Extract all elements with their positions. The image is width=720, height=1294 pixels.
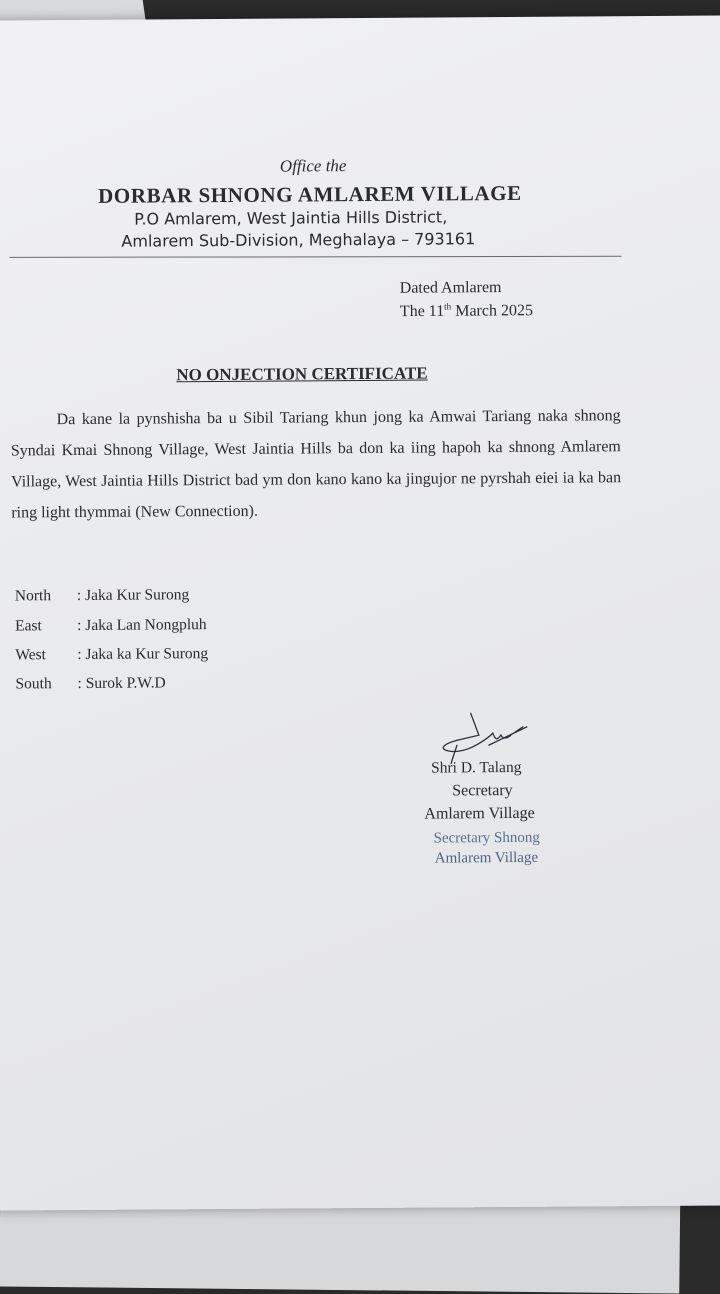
boundary-west bbox=[15, 645, 208, 664]
boundary-label: East bbox=[15, 617, 42, 635]
certificate-title: NO ONJECTION CERTIFICATE bbox=[176, 363, 428, 385]
dated-place: Dated Amlarem bbox=[399, 279, 502, 297]
date-rest: March 2025 bbox=[451, 302, 534, 320]
header-divider bbox=[10, 256, 622, 258]
organization-name: DORBAR SHNONG AMLAREM VILLAGE bbox=[97, 180, 522, 208]
signatory-village: Amlarem Village bbox=[424, 804, 535, 823]
date-suffix: th bbox=[444, 301, 452, 312]
boundary-south bbox=[15, 674, 165, 693]
signatory-name: Shri D. Talang bbox=[431, 758, 522, 777]
office-line: Office the bbox=[279, 156, 347, 176]
boundary-label: West bbox=[15, 646, 46, 664]
stamp-line-1: Secretary Shnong bbox=[433, 829, 540, 847]
address-line-1: P.O Amlarem, West Jaintia Hills District, bbox=[134, 207, 448, 229]
boundary-east bbox=[15, 616, 207, 635]
certificate-body: Da kane la pynshisha ba u Sibil Tariang khun jong ka Amwai Tariang naka shnong Syndai Kmai Shnong Village, West Jaintia Hills ba don ka iing hapoh ka shnong Amlarem Village, West Jaintia Hills District bad ym don kano kano ka jingujor ne pyrshah eiei ia ka ban ring light thymmai (New Connection). bbox=[10, 407, 622, 522]
signatory-title: Secretary bbox=[452, 781, 513, 800]
boundary-value: : Jaka ka Kur Surong bbox=[77, 645, 209, 664]
boundary-value: : Jaka Lan Nongpluh bbox=[77, 616, 207, 635]
boundary-value: : Jaka Kur Surong bbox=[76, 586, 190, 605]
date-prefix: The 11 bbox=[399, 302, 445, 321]
boundary-label: South bbox=[15, 675, 52, 693]
certificate-paper bbox=[0, 15, 720, 1210]
stamp-line-2: Amlarem Village bbox=[434, 849, 539, 867]
boundary-value: : Surok P.W.D bbox=[77, 674, 166, 693]
address-line-2: Amlarem Sub-Division, Meghalaya – 793161 bbox=[121, 229, 476, 251]
dated-date bbox=[400, 301, 533, 321]
boundary-label: North bbox=[14, 587, 52, 605]
boundary-north bbox=[15, 586, 189, 605]
